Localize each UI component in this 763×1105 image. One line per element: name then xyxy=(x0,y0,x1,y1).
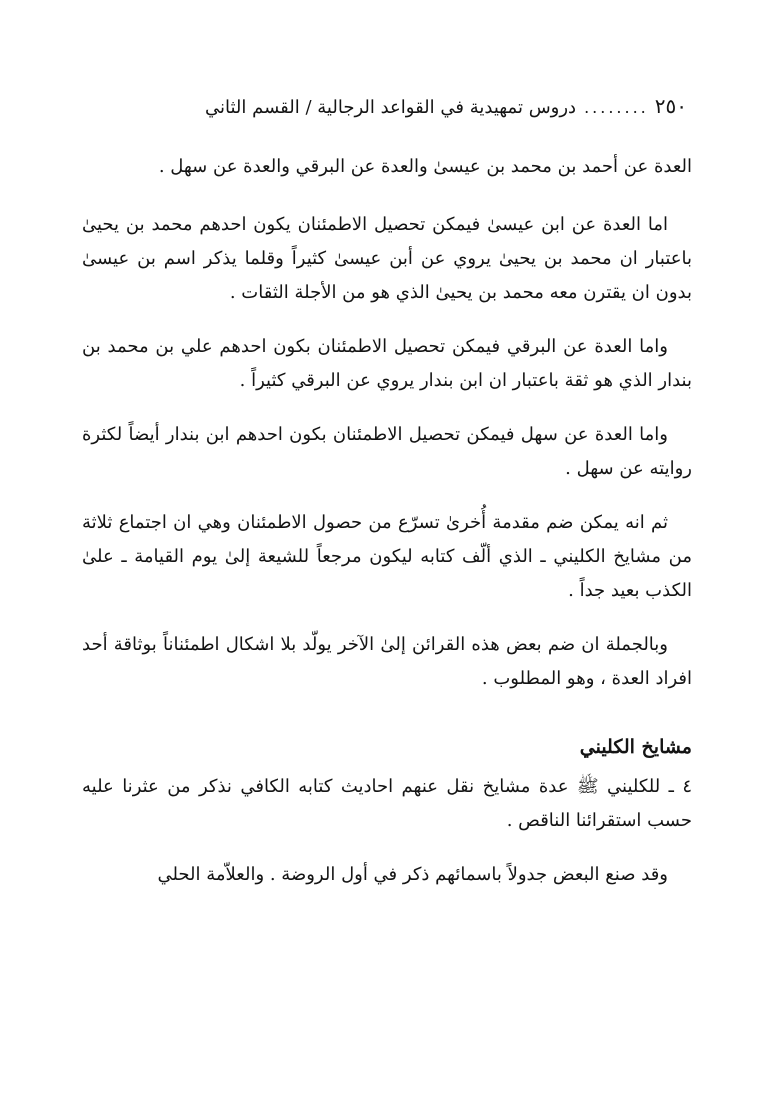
paragraph-2-text: اما العدة عن ابن عيسىٰ فيمكن تحصيل الاطمئنان يكون احدهم محمد بن يحيىٰ باعتبار ان محمد بن يحيىٰ يروي عن أبن عيسىٰ كثيراً وقلما يذكر اسم بن عيسىٰ بدون ان يقترن معه محمد بن يحيىٰ الذي هو من الأجلة الثقات . xyxy=(82,214,692,303)
paragraph-5 xyxy=(82,506,692,608)
section-paragraph-2 xyxy=(82,858,692,892)
paragraph-3 xyxy=(82,330,692,398)
paragraph-5-text: ثم انه يمكن ضم مقدمة أُخرىٰ تسرّع من حصول الاطمئنان وهي ان اجتماع ثلاثة من مشايخ الكليني ـ الذي ألّف كتابه ليكون مرجعاً للشيعة إلىٰ يوم القيامة ـ علىٰ الكذب بعيد جداً . xyxy=(82,512,692,601)
paragraph-4-text: واما العدة عن سهل فيمكن تحصيل الاطمئنان بكون احدهم ابن بندار أيضاً لكثرة روايته عن سهل . xyxy=(82,424,692,479)
paragraph-2 xyxy=(82,208,692,310)
page-body xyxy=(82,150,692,912)
paragraph-4 xyxy=(82,418,692,486)
section-paragraph-2-text: وقد صنع البعض جدولاً باسمائهم ذكر في أول الروضة . والعلاّمة الحلي xyxy=(157,864,668,885)
header-title: دروس تمهيدية في القواعد الرجالية / القسم الثاني xyxy=(205,97,577,118)
page-number: ٢٥٠ xyxy=(654,94,687,118)
section-paragraph-1: ٤ ـ للكليني ﷺ عدة مشايخ نقل عنهم احاديث كتابه الكافي نذكر من عثرنا عليه حسب استقرائنا الناقص . xyxy=(82,776,692,831)
paragraph-6-text: وبالجملة ان ضم بعض هذه القرائن إلىٰ الآخر يولّد بلا اشكال اطمئناناً بوثاقة أحد افراد العدة ، وهو المطلوب . xyxy=(82,634,692,689)
paragraph-1: العدة عن أحمد بن محمد بن عيسىٰ والعدة عن البرقي والعدة عن سهل . xyxy=(158,156,692,177)
paragraph-6 xyxy=(82,628,692,696)
running-header xyxy=(90,94,687,128)
paragraph-3-text: واما العدة عن البرقي فيمكن تحصيل الاطمئنان بكون احدهم علي بن محمد بن بندار الذي هو ثقة باعتبار ان ابن بندار يروي عن البرقي كثيراً . xyxy=(82,336,692,391)
section-heading: مشايخ الكليني xyxy=(579,736,692,758)
header-dot-leader: ........ xyxy=(584,98,649,117)
